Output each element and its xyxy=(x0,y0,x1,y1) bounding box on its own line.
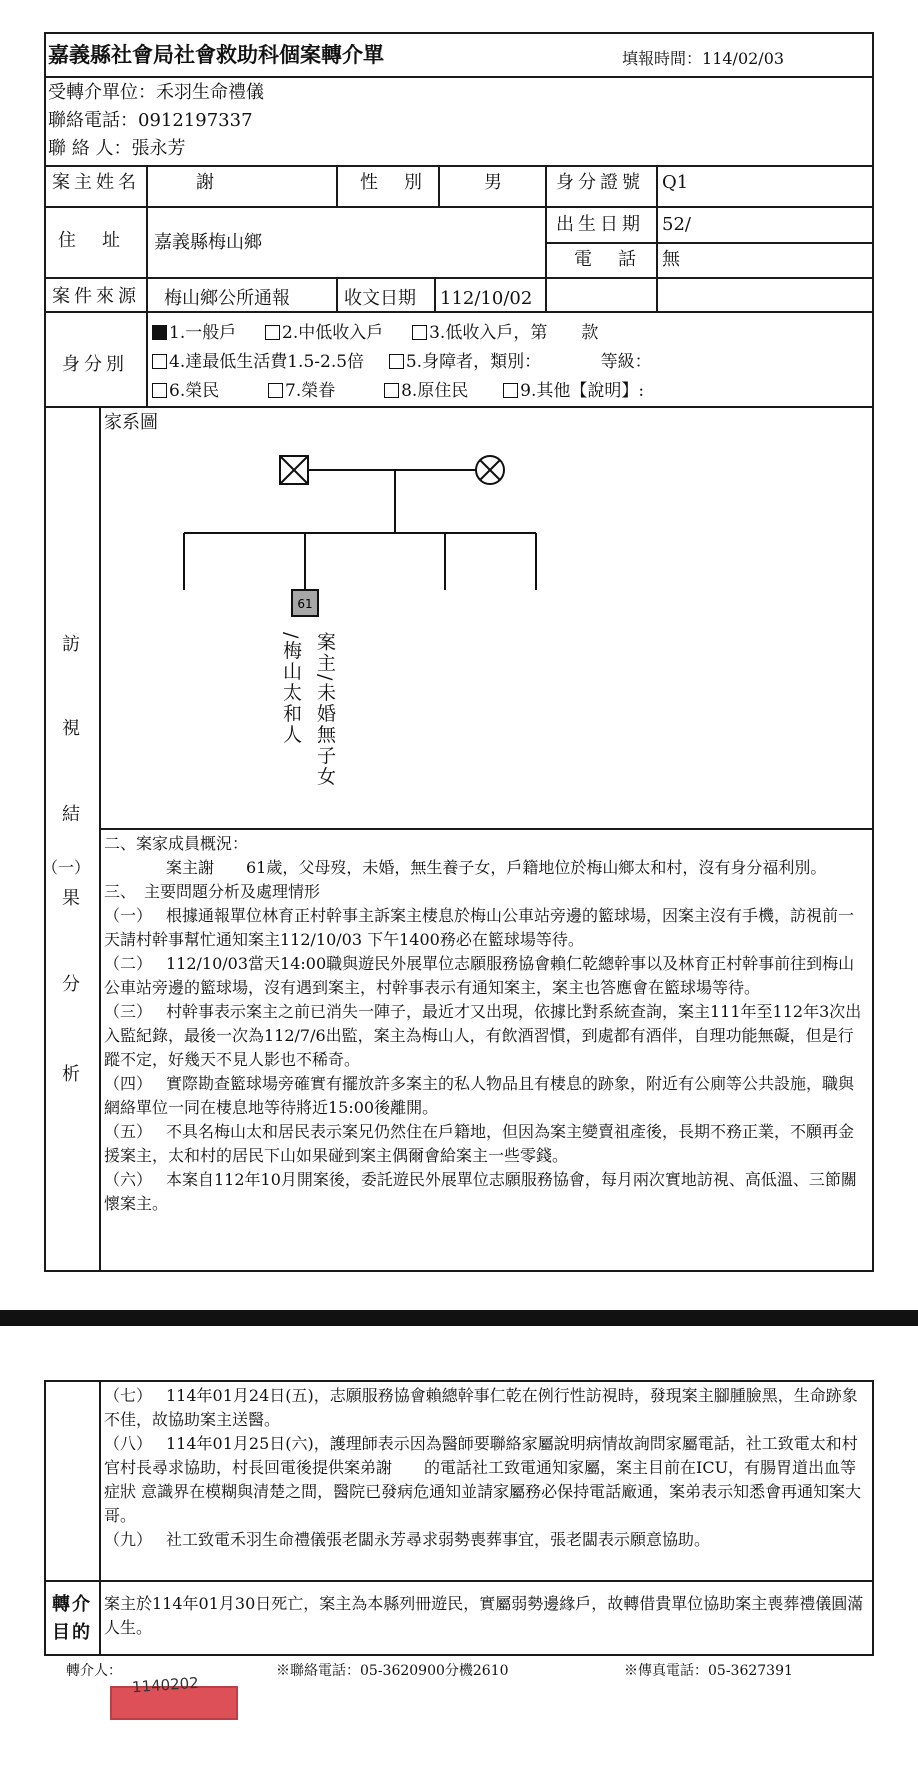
mother-symbol xyxy=(476,456,504,484)
section3-item: （五） 不具名梅山太和居民表示案兄仍然住在戶籍地，但因為案主變賣祖產後，長期不務正業，不願再金援案主，太和村的居民下山如果碰到案主偶爾會給案主一些零錢。 xyxy=(104,1122,855,1165)
side-char-5: 分 xyxy=(62,974,80,995)
name-label: 案主姓名 xyxy=(52,172,140,193)
gender-value: 男 xyxy=(484,172,502,193)
footer-fax: ※傳真電話：05-3627391 xyxy=(624,1663,793,1679)
received-value: 112/10/02 xyxy=(440,288,533,309)
footer-contact-phone: ※聯絡電話：05-3620900分機2610 xyxy=(276,1663,509,1679)
identity-option-1[interactable]: 1.一般戶 xyxy=(152,323,236,343)
address-label: 住 址 xyxy=(58,230,124,251)
frame-bottom xyxy=(44,1270,874,1272)
page-separator xyxy=(0,1310,918,1326)
purpose-label-2: 目的 xyxy=(52,1622,92,1643)
address-value: 嘉義縣梅山鄉 xyxy=(154,232,262,253)
checkbox-veteran[interactable] xyxy=(152,383,167,398)
birth-value: 52/ xyxy=(662,214,691,235)
referral-phone: 聯絡電話：0912197337 xyxy=(48,110,253,131)
birth-label: 出生日期 xyxy=(556,214,644,235)
purpose-label-1: 轉介 xyxy=(52,1594,92,1615)
id-value: Q1 xyxy=(662,172,689,193)
section3-item: （七） 114年01月24日(五)，志願服務協會賴總幹事仁乾在例行性訪視時，發現案主腳腫臉黑，生命跡象不佳，故協助案主送醫。 xyxy=(104,1386,858,1429)
side-char-6: 析 xyxy=(62,1064,80,1085)
purpose-text: 案主於114年01月30日死亡，案主為本縣列冊遊民，實屬弱勢邊緣戶，故轉借貴單位協助案主喪葬禮儀圓滿人生。 xyxy=(104,1594,864,1637)
checkbox-mid-low-income[interactable] xyxy=(265,325,280,340)
referral-contact: 聯 絡 人：張永芳 xyxy=(48,138,186,159)
side-char-3: 結 xyxy=(62,804,80,825)
section3-title: 三、 主要問題分析及處理情形 xyxy=(104,882,321,901)
identity-option-6[interactable]: 6.榮民 xyxy=(152,381,219,401)
name-value: 謝 xyxy=(196,172,214,193)
identity-option-9[interactable]: 9.其他【說明】: xyxy=(503,381,644,401)
section3-item: （二） 112/10/03當天14:00職與遊民外展單位志願服務協會賴仁乾總幹事以及林育正村幹事前往到梅山公車站旁邊的籃球場，沒有遇到案主，村幹事表示有通知案主，案主也答應會在籃球場等待。 xyxy=(104,954,855,997)
side-char-1: 訪 xyxy=(62,634,80,655)
gender-label: 性 別 xyxy=(360,172,426,193)
contact-phone-label: 電 話 xyxy=(574,249,640,270)
side-char-2: 視 xyxy=(62,718,80,739)
genogram-title: 家系圖 xyxy=(104,412,158,433)
fill-time: 填報時間：114/02/03 xyxy=(622,49,785,68)
received-label: 收文日期 xyxy=(344,288,416,309)
identity-row-3 xyxy=(152,380,644,402)
contact-phone-value: 無 xyxy=(662,249,680,270)
section3-item: （六） 本案自112年10月開案後，委託遊民外展單位志願服務協會，每月兩次實地訪視、高低溫、三節關懷案主。 xyxy=(104,1170,857,1213)
section3-item: （一） 根據通報單位林育正村幹事主訴案主棲息於梅山公車站旁邊的籃球場，因案主沒有手機，訪視前一天請村幹事幫忙通知案主112/10/03 下午1400務必在籃球場等待。 xyxy=(104,906,855,949)
identity-row-2 xyxy=(152,351,652,373)
identity-option-5[interactable]: 5.身障者，類別： 等級： xyxy=(389,352,652,372)
genogram-caption-2: /梅山太和人 xyxy=(280,632,302,746)
client-age: 61 xyxy=(297,597,313,611)
identity-option-2[interactable]: 2.中低收入戶 xyxy=(265,323,383,343)
source-label: 案件來源 xyxy=(52,286,140,307)
section3-item: （八） 114年01月25日(六)，護理師表示因為醫師要聯絡家屬說明病情故詢問家屬電話，社工致電太和村官村長尋求協助，村長回電後提供案弟謝 的電話社工致電通知家屬，案主目前在ICU，有腸胃道出血等症狀 意識界在模糊與清楚之間，醫院已發病危通知並請家屬務必保持電話廠通，案弟表示知悉會再通知案大哥。 xyxy=(104,1434,862,1525)
section2-item: （一） 案主謝 61歲，父母歿，未婚，無生養子女，戶籍地位於梅山鄉太和村，沒有身分福利別。 xyxy=(42,858,827,877)
section3-item: （四） 實際勘查籃球場旁確實有擺放許多案主的私人物品且有棲息的跡象，附近有公廁等公共設施，職與網絡單位一同在棲息地等待將近15:00後離開。 xyxy=(104,1074,855,1117)
checkbox-min-living-cost[interactable] xyxy=(152,354,167,369)
identity-option-7[interactable]: 7.榮眷 xyxy=(268,381,335,401)
id-label: 身分證號 xyxy=(556,172,644,193)
form-title: 嘉義縣社會局社會救助科個案轉介單 xyxy=(48,42,384,67)
identity-option-4[interactable]: 4.達最低生活費1.5-2.5倍 xyxy=(152,352,364,372)
genogram-caption-1: 案主/未婚無子女 xyxy=(314,632,336,788)
frame-left xyxy=(44,32,46,1272)
checkbox-low-income[interactable] xyxy=(412,325,427,340)
stamp-date: 1140202 xyxy=(131,1673,200,1697)
section3-item: （九） 社工致電禾羽生命禮儀張老闆永芳尋求弱勢喪葬事宜，張老闆表示願意協助。 xyxy=(104,1530,711,1549)
visit-narrative xyxy=(42,832,866,1216)
genogram xyxy=(100,440,870,740)
frame-top xyxy=(44,32,874,34)
father-symbol xyxy=(280,456,308,484)
checkbox-veteran-family[interactable] xyxy=(268,383,283,398)
section2-title: 二、案家成員概況： xyxy=(104,834,249,853)
visit-narrative-continued xyxy=(104,1384,866,1552)
referral-unit: 受轉介單位：禾羽生命禮儀 xyxy=(48,82,264,103)
source-value: 梅山鄉公所通報 xyxy=(164,288,290,309)
checkbox-other[interactable] xyxy=(503,383,518,398)
checkbox-disabled[interactable] xyxy=(389,354,404,369)
identity-row-1 xyxy=(152,322,598,344)
frame-right xyxy=(872,32,874,1272)
checkbox-general[interactable] xyxy=(152,325,167,340)
checkbox-indigenous[interactable] xyxy=(384,383,399,398)
referrer-label: 轉介人： xyxy=(66,1663,122,1679)
side-char-4: 果 xyxy=(62,888,80,909)
identity-option-3[interactable]: 3.低收入戶，第 款 xyxy=(412,323,598,343)
section3-item: （三） 村幹事表示案主之前已消失一陣子，最近才又出現，依據比對系統查詢，案主111年至112年3次出入監紀錄，最後一次為112/7/6出監，案主為梅山人，有飲酒習慣，到處都有酒伴，自理功能無礙，但是行蹤不定，好幾天不見人影也不稀奇。 xyxy=(104,1002,862,1069)
identity-option-8[interactable]: 8.原住民 xyxy=(384,381,468,401)
identity-label: 身分別 xyxy=(62,354,128,375)
